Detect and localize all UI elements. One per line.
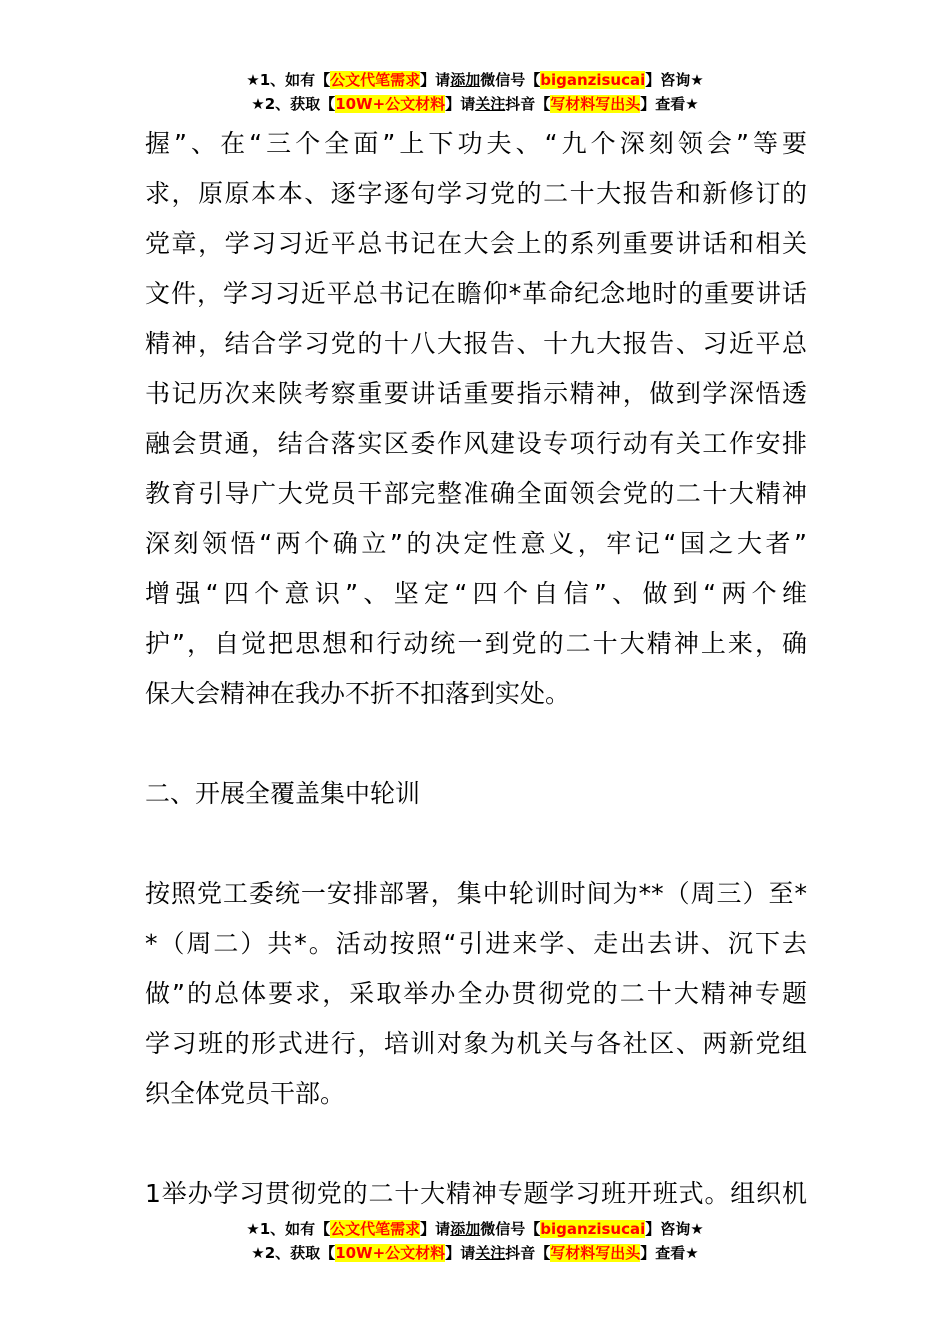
paragraph-line: 文件，学习习近平总书记在瞻仰*革命纪念地时的重要讲话 [145, 279, 807, 308]
paragraph-line: 融会贯通，结合落实区委作风建设专项行动有关工作安排 [145, 429, 807, 458]
banner-line-2: ★2、获取【10W+公文材料】请关注抖音【写材料写出头】查看★ [251, 1244, 699, 1262]
paragraph-line: 党章，学习习近平总书记在大会上的系列重要讲话和相关 [145, 229, 807, 258]
paragraph-line: 书记历次来陕考察重要讲话重要指示精神，做到学深悟透 [145, 379, 807, 408]
paragraph-line: 做”的总体要求，采取举办全办贯彻党的二十大精神专题 [145, 979, 807, 1008]
highlight-materials: 10W+公文材料 [335, 1244, 446, 1262]
paragraph-line: 增强“四个意识”、坚定“四个自信”、做到“两个维 [145, 579, 807, 608]
paragraph-line: *（周二）共*。活动按照“引进来学、走出去讲、沉下去 [145, 929, 807, 958]
paragraph-line: 保大会精神在我办不折不扣落到实处。 [145, 679, 571, 708]
highlight-ghostwriting: 公文代笔需求 [330, 1220, 421, 1238]
paragraph-line: 求，原原本本、逐字逐句学习党的二十大报告和新修订的 [145, 179, 807, 208]
paragraph-line: 握”、在“三个全面”上下功夫、“九个深刻领会”等要 [145, 129, 807, 158]
highlight-materials: 10W+公文材料 [335, 95, 446, 113]
footer-banner [0, 1217, 950, 1265]
paragraph-line: 1举办学习贯彻党的二十大精神专题学习班开班式。组织机 [145, 1179, 807, 1208]
highlight-douyin: 写材料写出头 [550, 1244, 641, 1262]
banner-line-1: ★1、如有【公文代笔需求】请添加微信号【biganzisucai】咨询★ [246, 71, 704, 89]
paragraph-line: 按照党工委统一安排部署，集中轮训时间为**（周三）至* [145, 879, 807, 908]
paragraph-line: 织全体党员干部。 [145, 1079, 346, 1108]
banner-line-1: ★1、如有【公文代笔需求】请添加微信号【biganzisucai】咨询★ [246, 1220, 704, 1238]
banner-line-2: ★2、获取【10W+公文材料】请关注抖音【写材料写出头】查看★ [251, 95, 699, 113]
highlight-ghostwriting: 公文代笔需求 [330, 71, 421, 89]
highlight-wechat-id: biganzisucai [540, 71, 646, 89]
header-banner [0, 68, 950, 116]
paragraph-line: 学习班的形式进行，培训对象为机关与各社区、两新党组 [145, 1029, 807, 1058]
highlight-wechat-id: biganzisucai [540, 1220, 646, 1238]
paragraph-line: 教育引导广大党员干部完整准确全面领会党的二十大精神 [145, 479, 807, 508]
paragraph-line: 护”，自觉把思想和行动统一到党的二十大精神上来，确 [145, 629, 807, 658]
highlight-douyin: 写材料写出头 [550, 95, 641, 113]
section-heading: 二、开展全覆盖集中轮训 [145, 779, 421, 808]
paragraph-line: 深刻领悟“两个确立”的决定性意义，牢记“国之大者” [145, 529, 807, 558]
paragraph-line: 精神，结合学习党的十八大报告、十九大报告、习近平总 [145, 329, 807, 358]
